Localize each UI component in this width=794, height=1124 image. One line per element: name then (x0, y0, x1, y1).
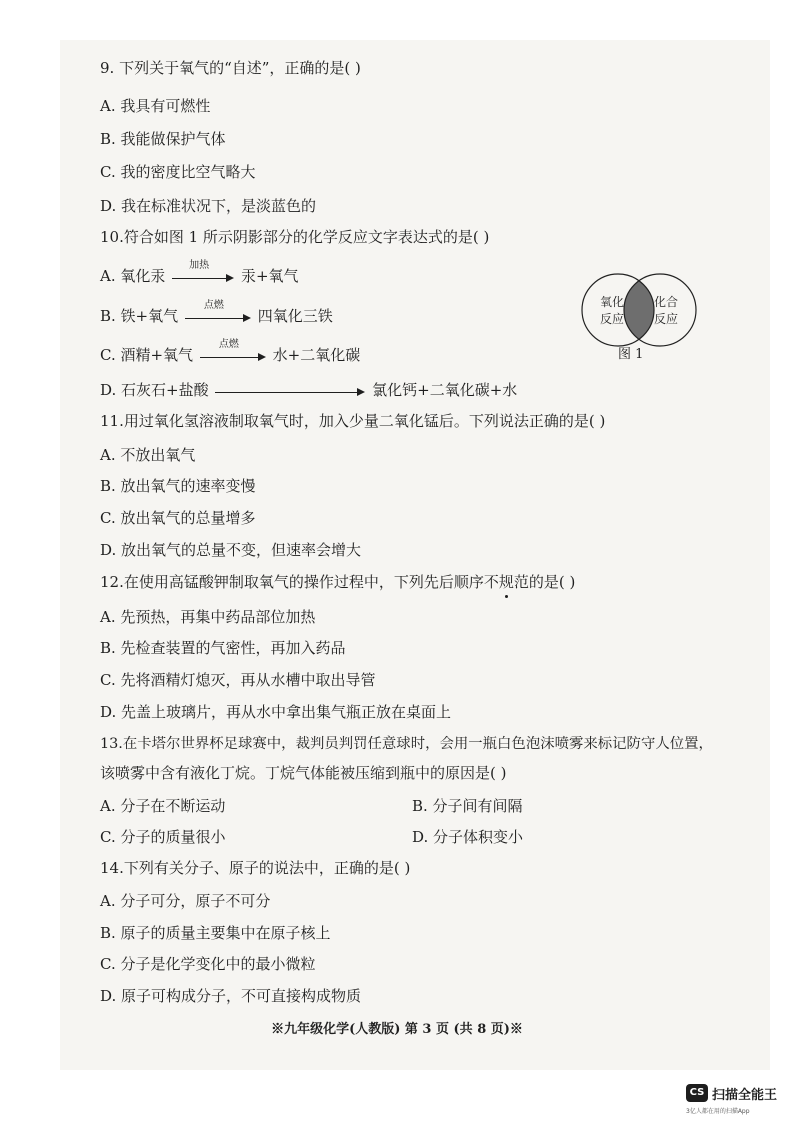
option-products: 水+二氧化碳 (272, 346, 361, 364)
venn-left-label-2: 反应 (600, 312, 625, 326)
option-reactants: A. 氧化汞 (100, 267, 166, 285)
question-12-option-a: A. 先预热，再集中药品部位加热 (100, 608, 316, 626)
question-13-option-d: D. 分子体积变小 (412, 828, 524, 846)
question-13-option-c: C. 分子的质量很小 (100, 828, 226, 846)
question-11-stem: 11.用过氧化氢溶液制取氧气时，加入少量二氧化锰后。下列说法正确的是( ) (100, 412, 606, 430)
option-products: 四氧化三铁 (257, 307, 333, 325)
option-reactants: B. 铁+氧气 (100, 307, 179, 325)
question-10-stem: 10.符合如图 1 所示阴影部分的化学反应文字表达式的是( ) (100, 228, 490, 246)
question-14-option-a: A. 分子可分，原子不可分 (100, 892, 271, 910)
question-13-stem-line-2: 该喷雾中含有液化丁烷。丁烷气体能被压缩到瓶中的原因是( ) (100, 764, 507, 782)
question-11-option-c: C. 放出氧气的总量增多 (100, 509, 256, 527)
question-13-option-b: B. 分子间有间隔 (412, 797, 523, 815)
question-14-option-d: D. 原子可构成分子，不可直接构成物质 (100, 987, 362, 1005)
question-9-option-d: D. 我在标准状况下，是淡蓝色的 (100, 197, 317, 215)
question-11-option-d: D. 放出氧气的总量不变，但速率会增大 (100, 541, 362, 559)
question-14-option-c: C. 分子是化学变化中的最小微粒 (100, 955, 316, 973)
question-12-option-d: D. 先盖上玻璃片，再从水中拿出集气瓶正放在桌面上 (100, 703, 452, 721)
question-12-option-c: C. 先将酒精灯熄灭，再从水槽中取出导管 (100, 671, 376, 689)
scanner-brand-name: 扫描全能王 (712, 1088, 778, 1103)
venn-right-label-2: 反应 (654, 312, 679, 326)
emphasized-text: 不规范 (483, 573, 529, 591)
question-9-option-c: C. 我的密度比空气略大 (100, 163, 256, 181)
question-10-option-b (100, 300, 333, 326)
question-12-emphasis (484, 573, 529, 591)
option-products: 汞+氧气 (240, 267, 299, 285)
reaction-condition: 点燃 (203, 300, 224, 311)
question-12-option-b: B. 先检查装置的气密性，再加入药品 (100, 639, 346, 657)
option-reactants: C. 酒精+氧气 (100, 346, 194, 364)
scanner-brand-tagline: 3亿人都在用的扫描App (686, 1108, 750, 1115)
question-10-option-c (100, 339, 361, 365)
question-12-stem (100, 572, 575, 592)
scanner-logo-icon: CS (686, 1084, 708, 1102)
question-12-stem-end: 的是( ) (528, 573, 576, 591)
reaction-arrow (200, 339, 266, 364)
reaction-condition: 加热 (189, 260, 210, 271)
reaction-arrow (185, 300, 251, 325)
option-products: 氯化钙+二氧化碳+水 (372, 381, 518, 399)
question-11-option-b: B. 放出氧气的速率变慢 (100, 477, 256, 495)
reaction-arrow (215, 383, 365, 399)
venn-diagram (574, 272, 704, 352)
venn-right-label-1: 化合 (654, 295, 679, 309)
option-reactants: D. 石灰石+盐酸 (100, 381, 209, 399)
scanner-brand (686, 1082, 786, 1118)
page-footer: ※九年级化学(人教版) 第 3 页 (共 8 页)※ (271, 1022, 523, 1037)
reaction-condition: 点燃 (218, 339, 239, 350)
question-10-option-a (100, 260, 299, 286)
question-9-stem: 9. 下列关于氧气的“自述”，正确的是( ) (100, 59, 361, 77)
question-9-option-a: A. 我具有可燃性 (100, 97, 211, 115)
question-13-stem-line-1: 13.在卡塔尔世界杯足球赛中，裁判员判罚任意球时，会用一瓶白色泡沫喷雾来标记防守人位置， (100, 736, 713, 752)
question-12-stem-start: 12.在使用高锰酸钾制取氧气的操作过程中，下列先后顺序 (100, 573, 484, 591)
question-14-option-b: B. 原子的质量主要集中在原子核上 (100, 924, 331, 942)
question-10-option-d (100, 380, 517, 400)
question-13-option-a: A. 分子在不断运动 (100, 797, 226, 815)
venn-left-label-1: 氧化 (600, 295, 625, 309)
question-11-option-a: A. 不放出氧气 (100, 446, 196, 464)
question-9-option-b: B. 我能做保护气体 (100, 130, 226, 148)
question-14-stem: 14.下列有关分子、原子的说法中，正确的是( ) (100, 859, 411, 877)
reaction-arrow (172, 260, 234, 285)
figure-1-caption: 图 1 (618, 347, 644, 362)
